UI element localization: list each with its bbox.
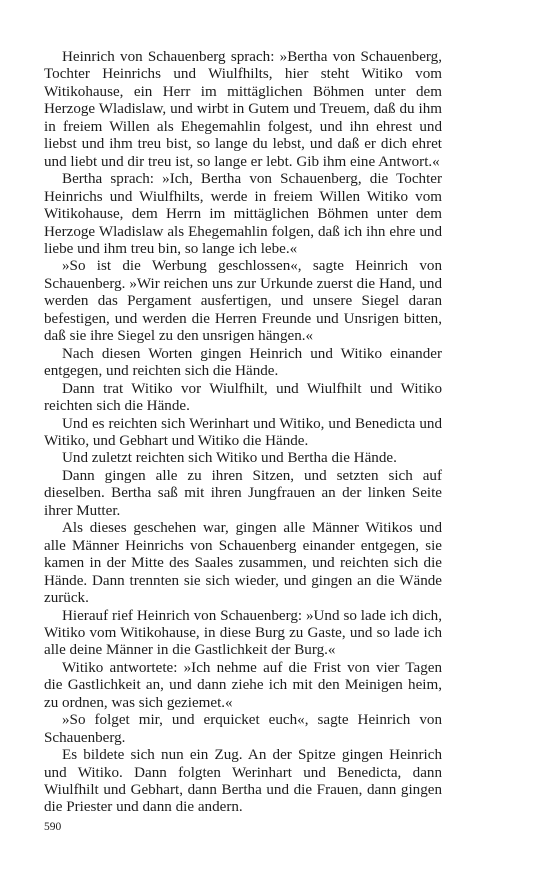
page-number: 590 (44, 821, 62, 833)
paragraph: Dann trat Witiko vor Wiulfhilt, und Wiulfhilt und Witiko reichten sich die Hände. (44, 380, 442, 415)
paragraph: Bertha sprach: »Ich, Bertha von Schauenberg, die Tochter Heinrichs und Wiulfhilts, werde in freiem Willen Witiko vom Witikohause, dem Herrn im mittäglichen Böhmen unter dem Herzoge Wladislaw als Ehegemahlin folgen, daß ich ihn ehre und liebe und ihm treu bin, so lange ich lebe.« (44, 171, 442, 257)
paragraph: Nach diesen Worten gingen Heinrich und Witiko einander entgegen, und reichten sich die Hände. (44, 345, 442, 380)
paragraph: Heinrich von Schauenberg sprach: »Bertha von Schauenberg, Tochter Heinrichs und Wiulfhilts, hier steht Witiko vom Witikohause, ein Herr im mittäglichen Böhmen unter dem Herzoge Wladislaw, und wirbt in Gutem und Treuem, daß du ihm in freiem Willen als Ehegemahlin folgest, und ihn ehrest und liebst und ihm treu bist, so lange du lebst, und daß er dich ehret und liebt und dir treu ist, so lange er lebt. Gib ihm eine Antwort.« (44, 49, 442, 170)
paragraph: Hierauf rief Heinrich von Schauenberg: »Und so lade ich dich, Witiko vom Witikohause, in diese Burg zu Gaste, und so lade ich alle deine Männer in die Gastlichkeit der Burg.« (44, 607, 442, 659)
paragraph: Es bildete sich nun ein Zug. An der Spitze gingen Heinrich und Witiko. Dann folgten Werinhart und Benedicta, dann Wiulfhilt und Gebhart, dann Bertha und die Frauen, dann gingen die Priester und dann die andern. (44, 747, 442, 816)
paragraph: »So folget mir, und erquicket euch«, sagte Heinrich von Schauenberg. (44, 712, 442, 746)
paragraph: Witiko antwortete: »Ich nehme auf die Frist von vier Tagen die Gastlichkeit an, und dann ziehe ich mit den Meinigen heim, zu ordnen, was sich geziemet.« (44, 659, 442, 711)
page-body (44, 49, 442, 817)
paragraph: »So ist die Werbung geschlossen«, sagte Heinrich von Schauenberg. »Wir reichen uns zur Urkunde zuerst die Hand, und werden das Pergament ausfertigen, und unsere Siegel daran befestigen, und werden die Herren Freunde und Unsrigen bitten, daß sie ihre Siegel zu den unsrigen hängen.« (44, 258, 442, 345)
paragraph: Und zuletzt reichten sich Witiko und Bertha die Hände. (62, 450, 397, 467)
paragraph: Und es reichten sich Werinhart und Witiko, und Benedicta und Witiko, und Gebhart und Witiko die Hände. (44, 415, 442, 449)
paragraph: Als dieses geschehen war, gingen alle Männer Witikos und alle Männer Heinrichs von Schauenberg einander entgegen, sie kamen in der Mitte des Saales zusammen, und reichten sich die Hände. Dann trennten sie sich wieder, und gingen an die Wände zurück. (44, 520, 442, 607)
paragraph: Dann gingen alle zu ihren Sitzen, und setzten sich auf dieselben. Bertha saß mit ihren Jungfrauen an der linken Seite ihrer Mutter. (44, 467, 442, 519)
